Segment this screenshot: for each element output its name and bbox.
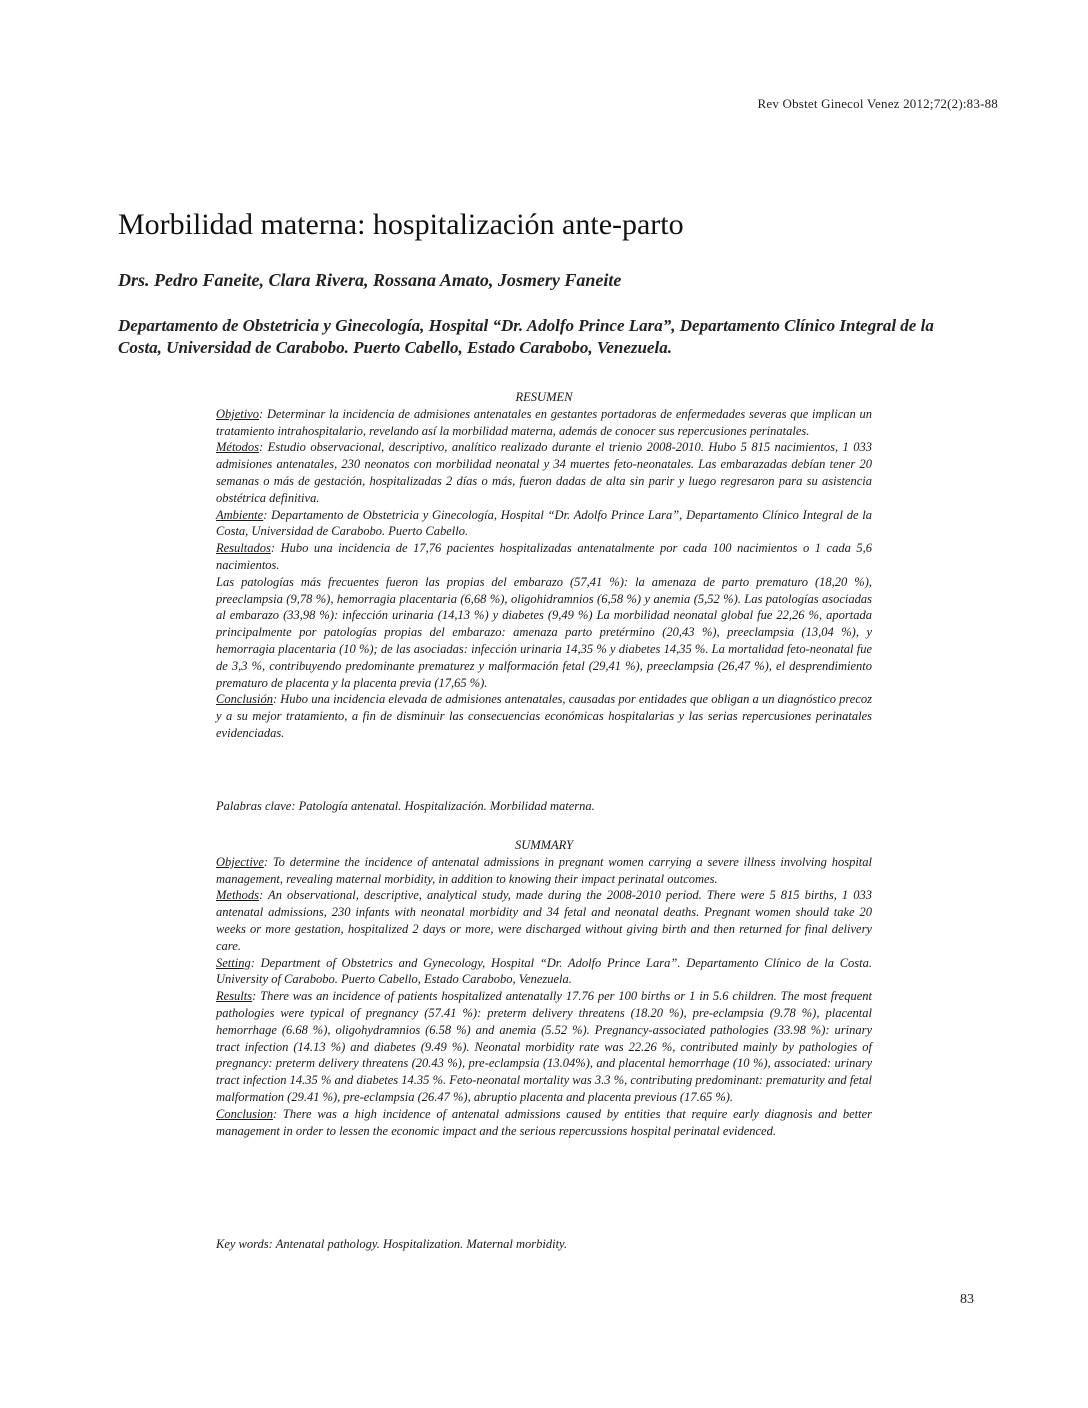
conclusion-text: : Hubo una incidencia elevada de admisiones antenatales, causadas por entidades que obligan a un diagnóstico precoz y a su mejor tratamiento, a fin de disminuir las consecuencias económicas hospitalarias y las serias repercusiones perinatales evidenciadas. — [216, 692, 872, 740]
palabras-clave: Palabras clave: Patología antenatal. Hospitalización. Morbilidad materna. — [216, 799, 595, 813]
resumen-objetivo — [216, 406, 872, 440]
resumen-ambiente — [216, 507, 872, 541]
metodos-label: Métodos — [216, 440, 260, 455]
resumen-metodos — [216, 439, 872, 506]
resumen-section — [216, 389, 872, 742]
summary-conclusion-text: : There was a high incidence of antenatal admissions caused by entities that require early diagnosis and better management in order to lessen the economic impact and the serious repercussions hospital perinatal evidenced. — [216, 1106, 872, 1138]
resultados-text: : Hubo una incidencia de 17,76 pacientes hospitalizadas antenatalmente por cada 100 nacimientos o 1 cada 5,6 nacimientos. — [216, 541, 872, 572]
article-affiliation: Departamento de Obstetricia y Ginecología, Hospital “Dr. Adolfo Prince Lara”, Departamento Clínico Integral de la Costa, Universidad de Carabobo. Puerto Cabello, Estado Carabobo, Venezuela. — [118, 316, 934, 357]
resultados-label: Resultados — [216, 541, 271, 556]
resumen-resultados — [216, 540, 872, 574]
summary-heading: SUMMARY — [514, 838, 574, 852]
article-authors: Drs. Pedro Faneite, Clara Rivera, Rossana Amato, Josmery Faneite — [118, 270, 622, 290]
resumen-heading: RESUMEN — [515, 390, 573, 404]
summary-setting — [216, 955, 872, 989]
objective-text: : To determine the incidence of antenatal admissions in pregnant women carrying a severe illness involving hospital management, revealing maternal morbidity, in addition to knowing their impact perinatal outcomes. — [216, 854, 872, 886]
ambiente-label: Ambiente — [216, 507, 264, 522]
summary-conclusion-label: Conclusion — [216, 1106, 273, 1121]
journal-reference: Rev Obstet Ginecol Venez 2012;72(2):83-88 — [757, 96, 998, 111]
ambiente-text: : Departamento de Obstetricia y Ginecología, Hospital “Dr. Adolfo Prince Lara”, Departamento Clínico Integral de la Costa, Universidad de Carabobo. Puerto Cabello. — [216, 507, 872, 539]
key-words: Key words: Antenatal pathology. Hospitalization. Maternal morbidity. — [216, 1237, 568, 1251]
summary-results — [216, 988, 872, 1106]
summary-objective — [216, 854, 872, 888]
objetivo-text: : Determinar la incidencia de admisiones antenatales en gestantes portadoras de enfermedades severas que implican un tratamiento intrahospitalario, revelando así la morbilidad materna, además de conocer sus repercusiones perinatales. — [216, 406, 872, 438]
methods-label: Methods — [216, 888, 260, 903]
objetivo-label: Objetivo — [216, 406, 260, 421]
metodos-text: : Estudio observacional, descriptivo, analítico realizado durante el trienio 2008-2010. Hubo 5 815 nacimientos, 1 033 admisiones antenatales, 230 neonatos con morbilidad neonatal y 34 muertes feto-neonatales. Las embarazadas debían tener 20 semanas o más de gestación, hospitalizadas 2 días o más, fueron dadas de alta sin parir y luego regresaron para su asistencia obstétrica definitiva. — [216, 440, 872, 505]
summary-methods — [216, 887, 872, 954]
summary-section — [216, 837, 872, 1139]
conclusion-label: Conclusión — [216, 692, 273, 707]
resumen-conclusion — [216, 691, 872, 741]
objective-label: Objective — [216, 854, 264, 869]
setting-text: : Department of Obstetrics and Gynecology, Hospital “Dr. Adolfo Prince Lara”. Departamento Clínico de la Costa. University of Carabobo. Puerto Cabello, Estado Carabobo, Venezuela. — [216, 955, 872, 987]
article-title: Morbilidad materna: hospitalización ante-parto — [118, 208, 684, 241]
summary-conclusion — [216, 1106, 872, 1140]
setting-label: Setting — [216, 955, 251, 970]
methods-text: : An observational, descriptive, analytical study, made during the 2008-2010 period. There were 5 815 births, 1 033 antenatal admissions, 230 infants with neonatal morbidity and 34 fetal and neonatal deaths. Pregnant women should take 20 weeks or more gestation, hospitalized 2 days or more, were discharged without giving birth and then returned for final delivery care. — [216, 888, 872, 953]
results-label: Results — [216, 989, 253, 1004]
results-text: : There was an incidence of patients hospitalized antenatally 17.76 per 100 births or 1 in 5.6 children. The most frequent pathologies were typical of pregnancy (57.41 %): preterm delivery threatens (18.20 %), pre-eclampsia (9.78 %), placental hemorrhage (6.68 %), oligohydramnios (6.58 %) and anemia (5.52 %). Pregnancy-associated pathologies (33.98 %): urinary tract infection (14.13 %) and diabetes (9.49 %). Neonatal morbidity rate was 22.26 %, contributed mainly by pathologies of pregnancy: preterm delivery threatens (20.43 %), pre-eclampsia (13.04%), and placental hemorrhage (10 %), associated: urinary tract infection 14.35 % and diabetes 14.35 %. Feto-neonatal mortality was 3.3 %, contributing predominant: prematurity and fetal malformation (29.41 %), pre-eclampsia (26.47 %), abruptio placenta and placenta previous (17.65 %). — [216, 989, 872, 1104]
page-number: 83 — [960, 1292, 974, 1307]
resumen-resultados-continued: Las patologías más frecuentes fueron las propias del embarazo (57,41 %): la amenaza de parto prematuro (18,20 %), preeclampsia (9,78 %), hemorragia placentaria (6,68 %), oligohidramnios (6,58 %) y anemia (5,52 %). Las patologías asociadas al embarazo (33,98 %): infección urinaria (14,13 %) y diabetes (9,49 %) La morbilidad neonatal global fue 22,26 %, aportada principalmente por patologías propias del embarazo: amenaza parto pretérmino (20,43 %), preeclampsia (13,04 %), y hemorragia placentaria (10 %); de las asociadas: infección urinaria 14,35 % y diabetes 14,35 %. La mortalidad feto-neonatal fue de 3,3 %, contribuyendo predominante prematurez y malformación fetal (29,41 %), preeclampsia (26,47 %), el desprendimiento prematuro de placenta y la placenta previa (17,65 %). — [216, 574, 872, 690]
